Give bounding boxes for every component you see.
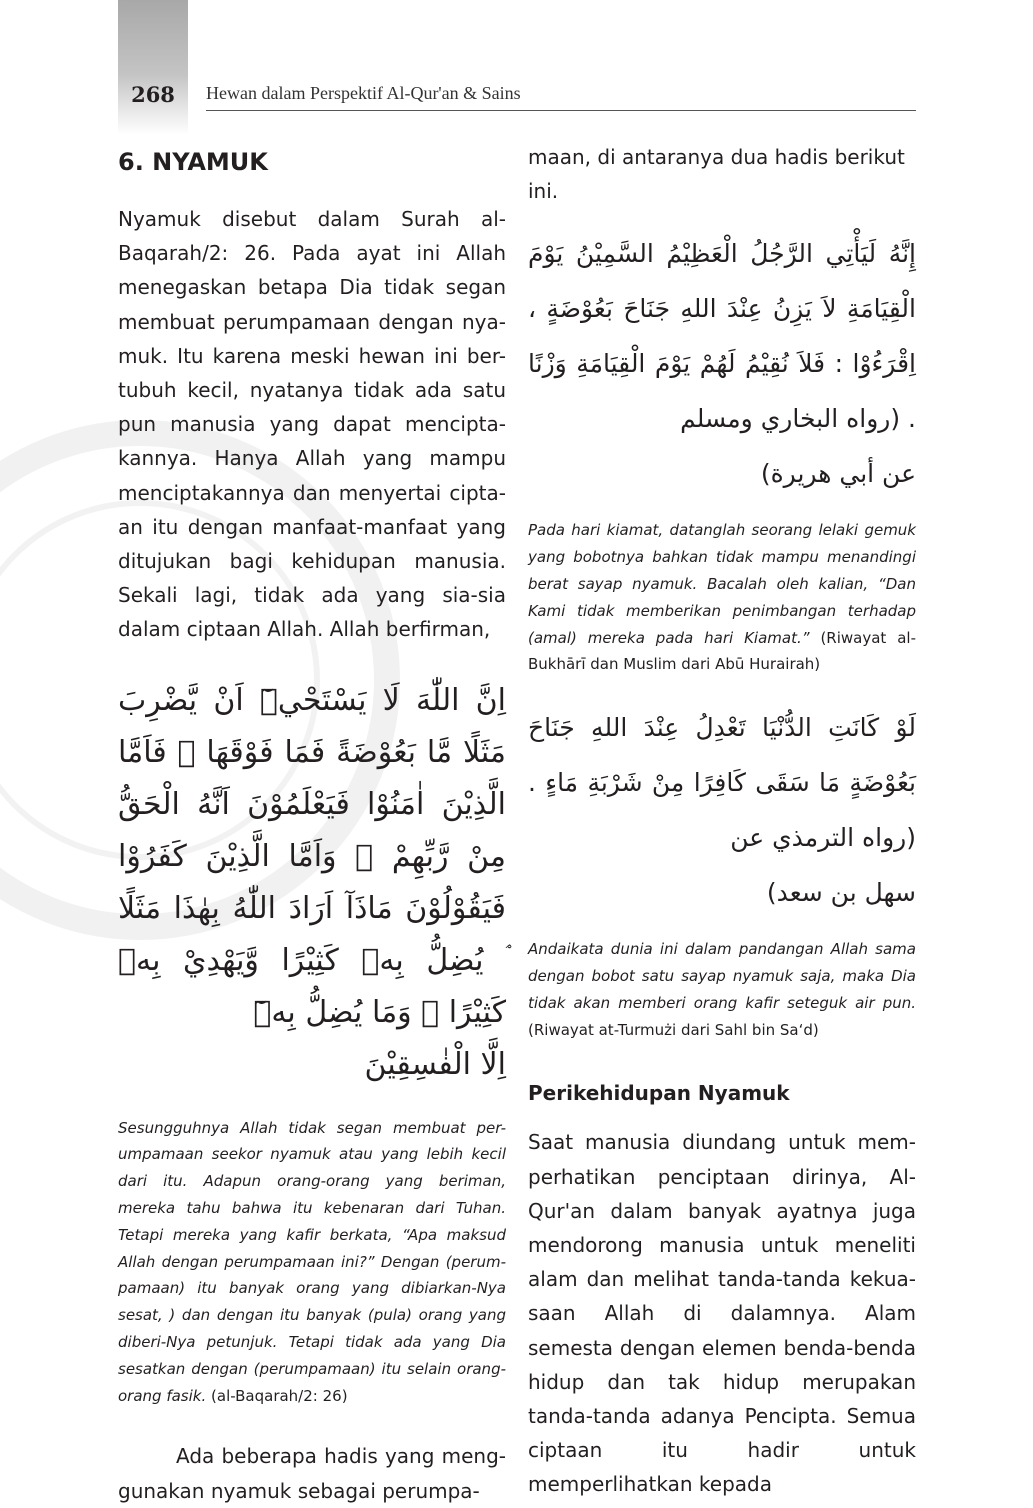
header-divider [206, 110, 916, 111]
hadith1-reference: (Riwayat al-Bukhārī dan Muslim dari Abū Hurairah) [528, 628, 916, 674]
continuation-paragraph: maan, di antaranya dua hadis berikut ini. [528, 145, 905, 204]
quran-translation [118, 1115, 506, 1410]
page-number: 268 [131, 82, 175, 107]
hadith1-translation [528, 517, 916, 678]
quran-verse-arabic [118, 675, 506, 1091]
hadith1-arabic-end: عن أبي هريرة) [760, 459, 916, 489]
hadith2-translation [528, 936, 916, 1043]
hadith2-arabic-end: سهل بن سعد) [766, 878, 916, 908]
page-number-tab [118, 0, 188, 135]
hadith1-translation-text: Pada hari kiamat, datanglah seorang lelaki gemuk yang bobotnya bahkan tidak mampu menandingi berat sayap nyamuk. Bacalah oleh kalian, “Dan Kami tidak memberikan penimbangan terhadap (amal) mereka pada hari Kiamat.” [528, 521, 916, 647]
section-title: 6. NYAMUK [118, 148, 268, 176]
hadith2-arabic [528, 700, 916, 920]
right-column [528, 140, 916, 1502]
subheading-perikehidupan: Perikehidupan Nyamuk [528, 1081, 790, 1106]
quran-reference: (al-Baqarah/2: 26) [211, 1386, 348, 1405]
hadith1-arabic [528, 226, 916, 501]
intro-paragraph: Nyamuk disebut dalam Surah al-Baqarah/2: 26. Pada ayat ini Allah menegaskan betapa Dia tidak segan membuat perumpamaan dengan nya-muk. Itu karena meski hewan ini ber-tubuh kecil, nyatanya tidak ada satu pun manusia yang dapat mencipta-kannya. Hanya Allah yang mampu menciptakannya dan menyertai cipta-an itu dengan manfaat-manfaat yang ditujukan bagi kehidupan manusia. Sekali lagi, tidak ada yang sia-sia dalam ciptaan Allah. Allah berfirman, [118, 207, 506, 642]
closing-paragraph: Ada beberapa hadis yang meng-gunakan nyamuk sebagai perumpa- [118, 1444, 506, 1503]
quran-verse-text: اِنَّ اللّٰهَ لَا يَسْتَحْيٖٓ اَنْ يَّضْرِبَ مَثَلًا مَّا بَعُوْضَةً فَمَا فَوْقَهَا ۗ فَاَمَّا الَّذِيْنَ اٰمَنُوْا فَيَعْلَمُوْنَ اَنَّهُ الْحَقُّ مِنْ رَّبِّهِمْ ۚ وَاَمَّا الَّذِيْنَ كَفَرُوْا فَيَقُوْلُوْنَ مَاذَآ اَرَادَ اللّٰهُ بِهٰذَا مَثَلًا ۘ يُضِلُّ بِهٖ كَثِيْرًا وَّيَهْدِيْ بِهٖ كَثِيْرًا ۗ وَمَا يُضِلُّ بِهٖٓ [118, 682, 506, 1030]
quran-translation-text: Sesungguhnya Allah tidak segan membuat per-umpamaan seekor nyamuk atau yang lebih kecil dari itu. Adapun orang-orang yang beriman, mereka tahu bahwa itu kebenaran dari Tuhan. Tetapi mereka yang kafir berkata, “Apa maksud Allah dengan perumpamaan ini?” Dengan (perum-pamaan) itu banyak orang yang dibiarkan-Nya sesat, ) dan dengan itu banyak (pula) orang yang diberi-Nya petunjuk. Tetapi tidak ada yang Dia sesatkan dengan (perumpamaan) itu selain orang-orang fasik. [118, 1118, 506, 1405]
right-paragraph: Saat manusia diundang untuk mem-perhatikan penciptaan dirinya, Al-Qur'an dalam banyak ayatnya juga mendorong manusia untuk meneliti alam dan melihat tanda-tanda kekua-saan Allah di dalamnya. Alam semesta dengan elemen benda-benda hidup dan tak hidup merupakan tanda-tanda adanya Pencipta. Semua ciptaan itu hadir untuk memperlihatkan kepada [528, 1130, 916, 1497]
hadith2-reference: (Riwayat at-Turmużi dari Sahl bin Sa‘d) [528, 1020, 819, 1039]
hadith1-arabic-text: إِنَّهُ لَيَأْتِي الرَّجُلُ الْعَظِيْمُ السَّمِيْنُ يَوْمَ الْقِيَامَةِ لاَ يَزِنُ عِنْدَ اللهِ جَنَاحَ بَعُوْضَةٍ ، اِقْرَءُوْا : فَلاَ نُقِيْمُ لَهُمْ يَوْمَ الْقِيَامَةِ وَزْنًا . (رواه البخاري ومسلم [528, 239, 916, 434]
quran-verse-end: اِلَّا الْفٰسِقِيْنَ [364, 1046, 506, 1082]
left-column [118, 140, 506, 1508]
hadith2-translation-text: Andaikata dunia ini dalam pandangan Allah sama dengan bobot satu sayap nyamuk saja, maka Dia tidak akan memberi orang kafir seteguk air pun. [528, 940, 916, 1012]
running-title: Hewan dalam Perspektif Al-Qur'an & Sains [206, 83, 521, 103]
hadith2-arabic-text: لَوْ كَانَتِ الدُّنْيَا تَعْدِلُ عِنْدَ اللهِ جَنَاحَ بَعُوْضَةٍ مَا سَقَى كَافِرًا مِنْ شَرْبَةِ مَاءٍ . (رواه الترمذي عن [528, 713, 916, 853]
